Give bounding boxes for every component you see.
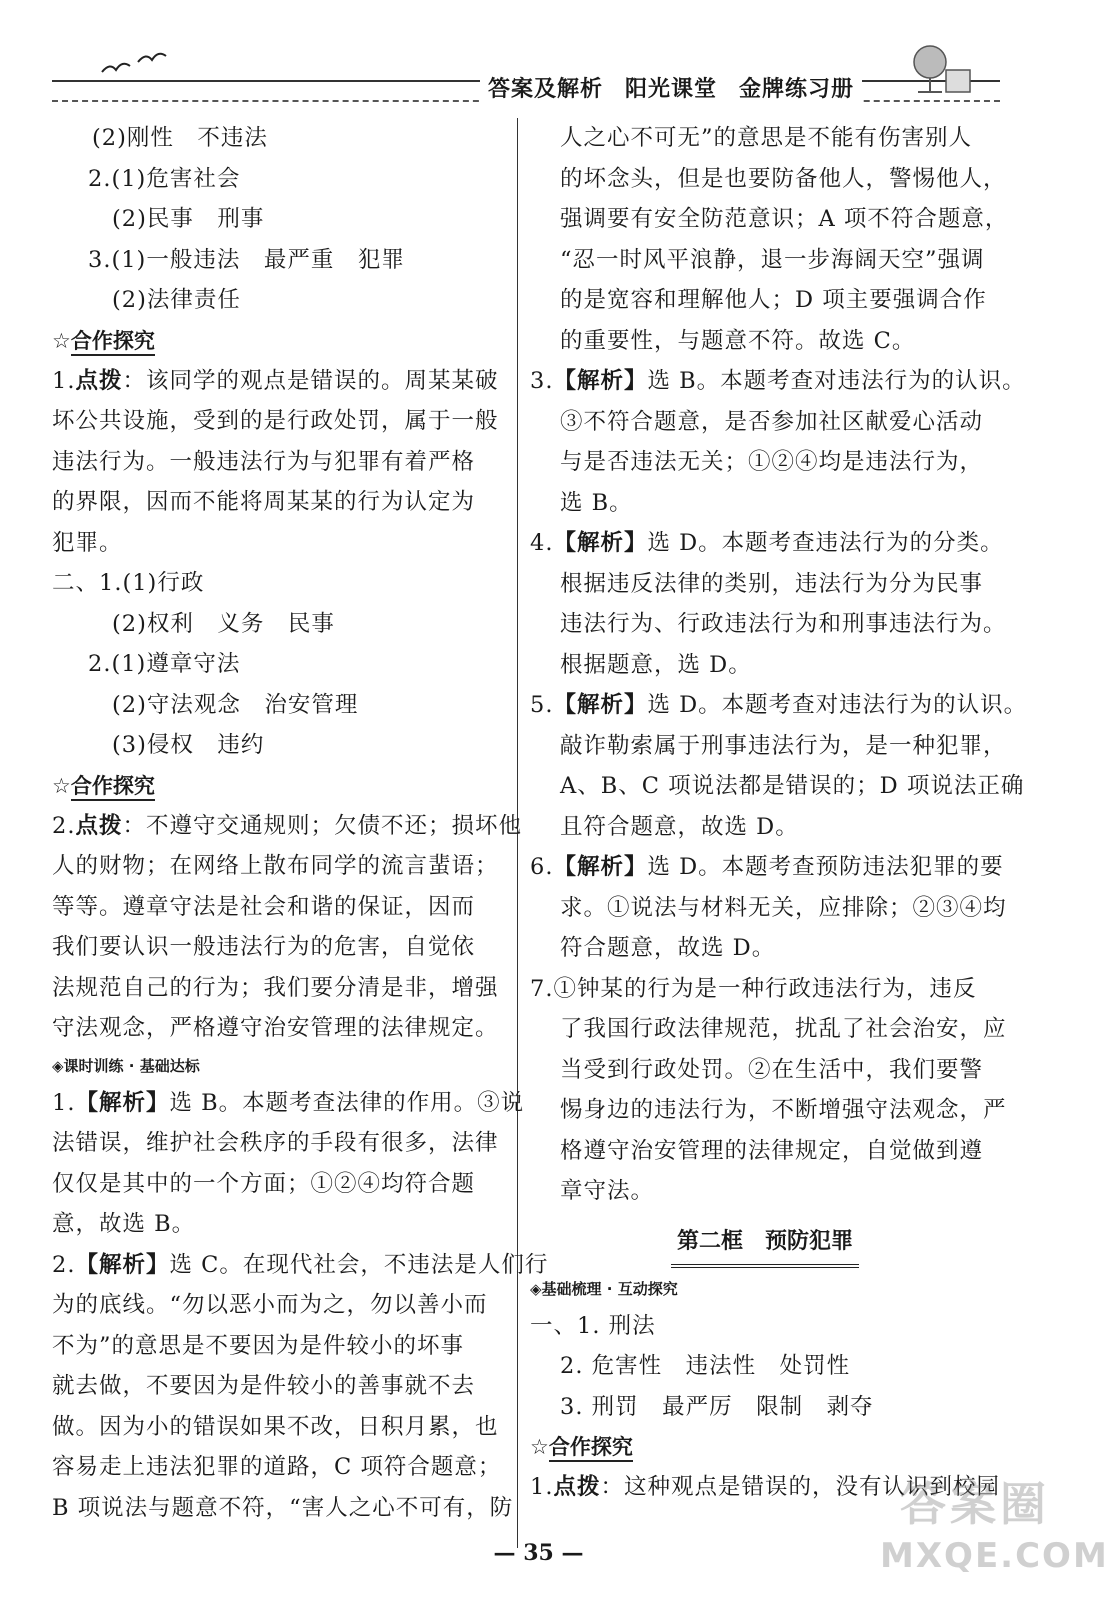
answer-line: 2.(1)危害社会 <box>88 165 241 192</box>
answer-line: “忍一时风平浪静，退一步海阔天空”强调 <box>560 246 985 273</box>
lesson-title: 第二框 预防犯罪 <box>530 1220 1000 1268</box>
answer-paragraph: 2.【解析】选 C。在现代社会，不违法是人们行 <box>52 1251 549 1278</box>
answer-paragraph: 2.点拨：不遵守交通规则；欠债不还；损坏他 <box>52 812 522 839</box>
answer-line: 做。因为小的错误如果不改，日积月累，也 <box>52 1413 499 1440</box>
answer-line: 仅仅是其中的一个方面；①②④均符合题 <box>52 1170 476 1197</box>
answer-line: 人的财物；在网络上散布同学的流言蜚语； <box>52 853 499 879</box>
answer-line: 强调要有安全防范意识；A 项不符合题意， <box>560 206 1009 232</box>
header-title-answers: 答案及解析 <box>488 77 604 102</box>
answer-line: 3. 刑罚 最严厉 限制 剥夺 <box>560 1393 874 1420</box>
section-heading-training: ◈课时训练 · 基础达标 <box>52 1056 200 1075</box>
answer-line: 2. 危害性 违法性 处罚性 <box>560 1353 851 1379</box>
answer-line: 2.(1)遵章守法 <box>88 651 241 677</box>
answer-line: 符合题意，故选 D。 <box>560 935 776 961</box>
answer-line: 7.①钟某的行为是一种行政违法行为，违反 <box>530 975 977 1002</box>
answer-paragraph: 1.点拨：这种观点是错误的，没有认识到校园 <box>530 1474 1000 1500</box>
answer-line: (3)侵权 违约 <box>112 732 265 758</box>
answer-line: 求。①说法与材料无关，应排除；②③④均 <box>560 894 1007 921</box>
answer-line: 的重要性，与题意不符。故选 C。 <box>560 327 916 354</box>
answer-line: 根据违反法律的类别，违法行为分为民事 <box>560 570 984 597</box>
page-number: — 35 — <box>493 1540 584 1566</box>
section-heading-cooperate: ☆合作探究 <box>530 1427 1000 1467</box>
answer-line: 容易走上违法犯罪的道路，C 项符合题意； <box>52 1454 502 1480</box>
answer-line: 章守法。 <box>560 1178 655 1204</box>
answer-paragraph: 1.点拨：该同学的观点是错误的。周某某破 <box>52 367 499 394</box>
answer-line: 为的底线。“勿以恶小而为之，勿以善小而 <box>52 1292 488 1318</box>
answer-line: 就去做，不要因为是件较小的善事就不去 <box>52 1373 476 1399</box>
right-column <box>530 118 1028 1508</box>
answer-line: 敲诈勒索属于刑事违法行为，是一种犯罪， <box>560 732 1007 759</box>
watermark-url: MXQE.COM <box>880 1536 1109 1576</box>
answer-paragraph: 1.【解析】选 B。本题考查法律的作用。③说 <box>52 1089 525 1116</box>
answer-line: 了我国行政法律规范，扰乱了社会治安，应 <box>560 1016 1007 1042</box>
answer-line: 等等。遵章守法是社会和谐的保证，因而 <box>52 893 476 920</box>
header-title-book: 金牌练习册 <box>739 77 855 102</box>
answer-line: 的是宽容和理解他人；D 项主要强调合作 <box>560 287 987 313</box>
answer-line: A、B、C 项说法都是错误的；D 项说法正确 <box>560 773 1025 799</box>
answer-line: 根据题意，选 D。 <box>560 651 752 678</box>
globe-decoration-icon <box>900 40 980 96</box>
answer-line: 的界限，因而不能将周某某的行为认定为 <box>52 489 476 515</box>
section-heading-cooperate: ☆合作探究 <box>52 321 507 361</box>
header-title <box>480 72 862 103</box>
answer-line: 二、1.(1)行政 <box>52 570 205 596</box>
site-watermark <box>880 1462 1109 1592</box>
answer-line: 与是否违法无关；①②④均是违法行为， <box>560 449 984 475</box>
answer-line: B 项说法与题意不符，“害人之心不可有，防 <box>52 1494 514 1521</box>
answer-line: 的坏念头，但是也要防备他人，警惕他人， <box>560 165 1007 192</box>
answer-line: (2)民事 刑事 <box>112 206 265 232</box>
answer-line: 选 B。 <box>560 489 633 516</box>
answer-line: ③不符合题意，是否参加社区献爱心活动 <box>560 408 984 435</box>
answer-line: 我们要认识一般违法行为的危害，自觉依 <box>52 934 476 960</box>
answer-line: 法规范自己的行为；我们要分清是非，增强 <box>52 974 499 1001</box>
answer-line: (2)权利 义务 民事 <box>112 610 335 637</box>
answer-line: 惕身边的违法行为，不断增强守法观念，严 <box>560 1097 1007 1123</box>
left-column <box>52 118 549 1528</box>
answer-paragraph: 4.【解析】选 D。本题考查违法行为的分类。 <box>530 530 1004 556</box>
answer-line: 违法行为。一般违法行为与犯罪有着严格 <box>52 448 476 475</box>
answer-line: 法错误，维护社会秩序的手段有很多，法律 <box>52 1130 499 1156</box>
answer-line: (2)守法观念 治安管理 <box>112 691 359 718</box>
answer-line: 人之心不可无”的意思是不能有伤害别人 <box>560 125 973 151</box>
answer-line: 格遵守治安管理的法律规定，自觉做到遵 <box>560 1137 984 1164</box>
answer-paragraph: 5.【解析】选 D。本题考查对违法行为的认识。 <box>530 692 1028 718</box>
answer-line: 当受到行政处罚。②在生活中，我们要警 <box>560 1056 984 1083</box>
answer-line: 一、1. 刑法 <box>530 1312 656 1339</box>
answer-line: 意，故选 B。 <box>52 1211 196 1237</box>
section-heading-cooperate: ☆合作探究 <box>52 766 507 806</box>
answer-line: 犯罪。 <box>52 529 123 556</box>
answer-paragraph: 3.【解析】选 B。本题考查对违法行为的认识。 <box>530 368 1026 394</box>
answer-line: 不为”的意思是不要因为是件较小的坏事 <box>52 1332 465 1359</box>
header-title-series: 阳光课堂 <box>625 77 718 102</box>
answer-paragraph: 6.【解析】选 D。本题考查预防违法犯罪的要 <box>530 854 1004 880</box>
answer-line: 违法行为、行政违法行为和刑事违法行为。 <box>560 611 1007 637</box>
section-heading-basics: ◈基础梳理 · 互动探究 <box>530 1279 678 1298</box>
page-header <box>0 0 1077 120</box>
answer-line: 3.(1)一般违法 最严重 犯罪 <box>88 246 405 273</box>
answer-line: 守法观念，严格遵守治安管理的法律规定。 <box>52 1015 499 1041</box>
answer-line: 且符合题意，故选 D。 <box>560 813 799 840</box>
answer-line: 坏公共设施，受到的是行政处罚，属于一般 <box>52 408 499 434</box>
answer-line: (2)刚性 不违法 <box>92 125 268 151</box>
answer-line: (2)法律责任 <box>112 287 241 313</box>
watermark-logo-text: 答案圈 <box>900 1477 1050 1531</box>
